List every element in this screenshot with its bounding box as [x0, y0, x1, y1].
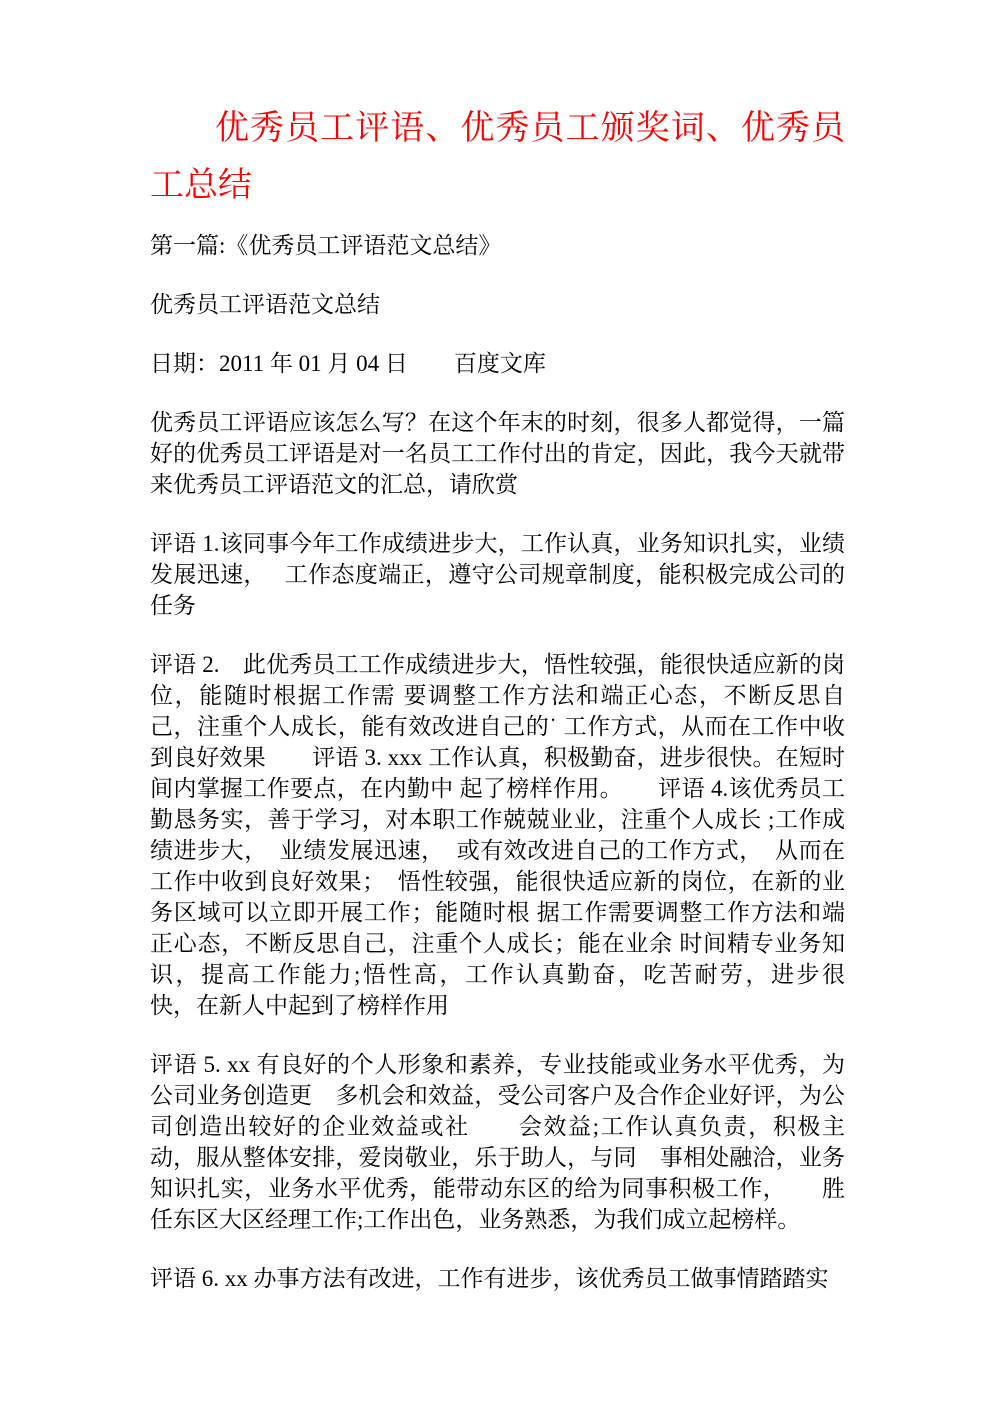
subtitle-summary: 优秀员工评语范文总结 [150, 292, 380, 317]
comments-2-3-4-paragraph: 评语 2. 此优秀员工工作成绩进步大，悟性较强，能很快适应新的岗位，能随时根据工作需 要调整工作方法和端正心态，不断反思自己，注重个人成长，能有效改进自己的˙ 工作方式，从而在工作中收到良好效果 评语 3. xxx 工作认真，积极勤奋，进步很快。在短时间内掌握工作要点，在内勤中 起了榜样作用。 评语 4.该优秀员工勤恳务实，善于学习，对本职工作兢兢业业，注重个人成长 ;工作成绩进步大， 业绩发展迅速， 或有效改进自己的工作方式， 从而在工作中收到良好效果； 悟性较强，能很快适应新的岗位，在新的业务区域可以立即开展工作；能随时根 据工作需要调整工作方法和端正心态，不断反思自己，注重个人成长；能在业余 时间精专业务知识，提高工作能力;悟性高，工作认真勤奋，吃苦耐劳，进步很 快，在新人中起到了榜样作用 [150, 652, 891, 1018]
comment-1-paragraph: 评语 1.该同事今年工作成绩进步大，工作认真，业务知识扎实，业绩发展迅速， 工作态度端正，遵守公司规章制度，能积极完成公司的任务 [150, 531, 845, 618]
comment-5-paragraph: 评语 5. xx 有良好的个人形象和素养，专业技能或业务水平优秀，为公司业务创造更 多机会和效益，受公司客户及合作企业好评，为公司创造出较好的企业效益或社 会效益;工作认真负责，积极主动，服从整体安排，爱岗敬业，乐于助人，与同 事相处融洽，业务知识扎实，业务水平优秀，能带动东区的给为同事积极工作， 胜任东区大区经理工作;工作出色，业务熟悉，为我们成立起榜样。 [150, 1052, 845, 1232]
comment-6-paragraph: 评语 6. xx 办事方法有改进，工作有进步，该优秀员工做事情踏踏实 [150, 1266, 829, 1291]
intro-paragraph: 优秀员工评语应该怎么写？在这个年末的时刻，很多人都觉得，一篇好的优秀员工评语是对一名员工工作付出的肯定，因此，我今天就带来优秀员工评语范文的汇总，请欣赏 [150, 410, 845, 497]
document-title: 优秀员工评语、优秀员工颁奖词、优秀员工总结 [150, 110, 845, 204]
section-heading-first-article: 第一篇:《优秀员工评语范文总结》 [150, 233, 502, 258]
date-source-line: 日期：2011 年 01 月 04 日 百度文库 [150, 351, 546, 376]
